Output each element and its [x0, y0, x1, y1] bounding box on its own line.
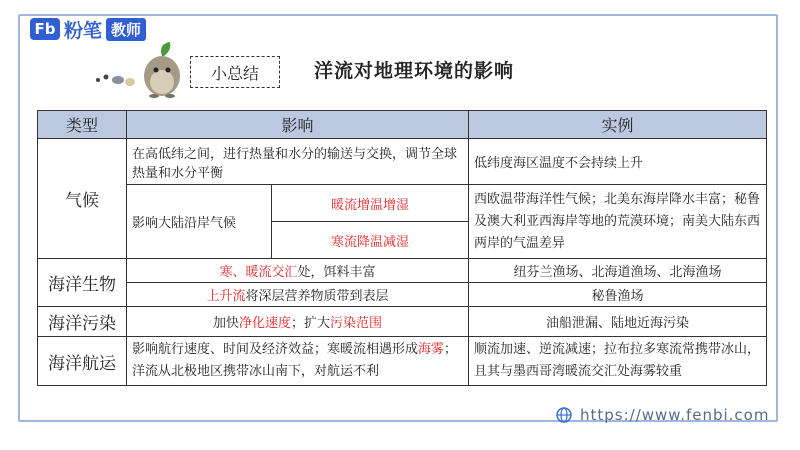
table-row: [38, 139, 767, 185]
bio-example-upwelling: 秘鲁渔场: [469, 283, 767, 307]
page-title: 洋流对地理环境的影响: [314, 60, 515, 82]
pollution-example: 油船泄漏、陆地近海污染: [469, 307, 767, 337]
mascot-illustration: [92, 40, 188, 98]
bio-effect-upwelling-text: 将深层营养物质带到表层: [245, 289, 389, 304]
climate-example-global: 低纬度海区温度不会持续上升: [469, 139, 767, 185]
table-row: [38, 185, 767, 222]
bio-effect-convergence-text: 处，饵料丰富: [297, 265, 376, 280]
footer-url: [556, 406, 769, 424]
category-marine-life: 海洋生物: [38, 259, 127, 307]
pollution-effect-highlight-1: 净化速度: [238, 316, 291, 331]
table-header-row: [38, 111, 767, 139]
shipping-effect: [127, 337, 469, 386]
bio-effect-convergence-highlight: 寒、暖流交汇: [219, 265, 298, 280]
climate-warm-current: 暖流增温增湿: [272, 185, 469, 222]
ocean-current-table: [37, 110, 767, 386]
bio-effect-convergence: [127, 259, 469, 283]
shipping-effect-part-1: 影响航行速度、时间及经济效益；寒暖流相遇形成: [132, 342, 419, 357]
globe-icon: [556, 407, 572, 423]
header-example: 实例: [469, 111, 767, 139]
shipping-effect-highlight: 海雾: [418, 342, 445, 357]
shipping-effect-part-2: ；洋流从北极地区携带冰山南下，对航运不利: [132, 342, 458, 379]
climate-effect-global: 在高低纬之间，进行热量和水分的输送与交换，调节全球热量和水分平衡: [127, 139, 469, 185]
table-row: [38, 259, 767, 283]
fenbi-logo: [30, 16, 146, 42]
header-type: 类型: [38, 111, 127, 139]
pollution-effect-highlight-2: 污染范围: [330, 316, 383, 331]
table-row: [38, 283, 767, 307]
table-row: [38, 307, 767, 337]
logo-brand: 粉笔: [64, 19, 103, 42]
category-pollution: 海洋污染: [38, 307, 127, 337]
pollution-effect-part-1: 加快: [212, 316, 239, 331]
climate-effect-coastal: 影响大陆沿岸气候: [127, 185, 272, 259]
bio-effect-upwelling-highlight: 上升流: [206, 289, 246, 304]
category-climate: 气候: [38, 139, 127, 259]
bio-example-convergence: 纽芬兰渔场、北海道渔场、北海渔场: [469, 259, 767, 283]
section-label: 小总结: [190, 56, 280, 88]
logo-mark: Fb: [30, 18, 60, 40]
footer-url-text: https://www.fenbi.com: [580, 406, 770, 424]
shipping-example: 顺流加速、逆流减速；拉布拉多寒流常携带冰山，且其与墨西哥湾暖流交汇处海雾较重: [469, 337, 767, 386]
logo-tag: 教师: [106, 18, 146, 41]
bio-effect-upwelling: [127, 283, 469, 307]
climate-example-coastal: 西欧温带海洋性气候；北美东海岸降水丰富；秘鲁及澳大利亚西海岸等地的荒漠环境；南美大陆东西两岸的气温差异: [469, 185, 767, 259]
category-shipping: 海洋航运: [38, 337, 127, 386]
pollution-effect-part-2: ；扩大: [291, 316, 331, 331]
climate-cold-current: 寒流降温减湿: [272, 222, 469, 259]
header-effect: 影响: [127, 111, 469, 139]
pollution-effect: [127, 307, 469, 337]
table-row: [38, 337, 767, 386]
